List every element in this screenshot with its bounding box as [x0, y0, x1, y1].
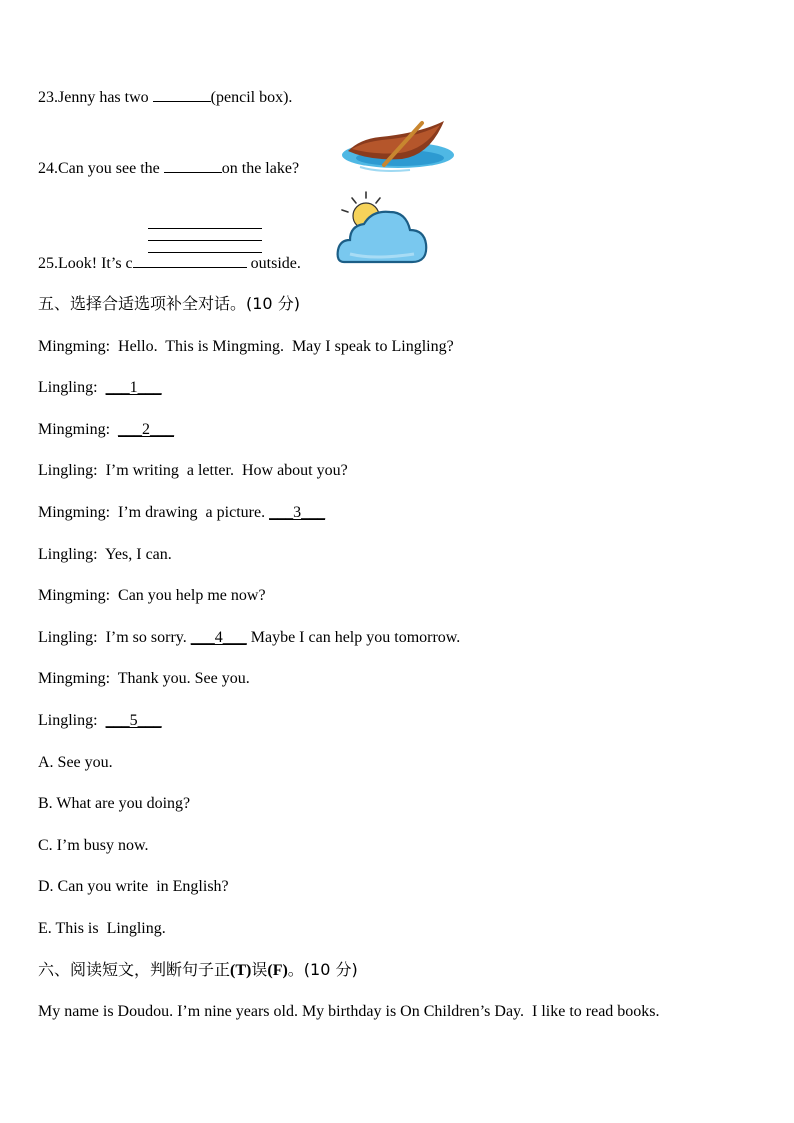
speaker: Mingming: — [38, 338, 111, 355]
question-25 — [38, 253, 301, 274]
reading-passage: My name is Doudou. I’m nine years old. My birthday is On Children’s Day. I like to read books. — [38, 1003, 660, 1020]
section-6-title — [38, 960, 358, 981]
dialogue-line — [38, 337, 454, 357]
option-c: C. I’m busy now. — [38, 837, 149, 854]
speaker: Mingming: — [38, 670, 111, 687]
dialogue-line — [38, 586, 266, 606]
speaker: Lingling: — [38, 712, 98, 729]
false-marker: (F) — [267, 962, 288, 979]
dialogue-text: I’m so sorry. — [105, 629, 191, 646]
question-number: 23. — [38, 89, 58, 106]
answer-blank[interactable]: ___5___ — [105, 712, 162, 729]
answer-blank[interactable] — [164, 158, 222, 173]
question-text-end: on the lake? — [221, 160, 300, 177]
question-text: Jenny has two — [58, 89, 153, 106]
answer-blank[interactable]: ___1___ — [105, 379, 162, 396]
dialogue-line — [38, 461, 348, 481]
answer-blank[interactable]: ___2___ — [118, 421, 175, 438]
dialogue-line — [38, 711, 162, 731]
dialogue-text: Can you help me now? — [118, 587, 266, 604]
dialogue-text: Thank you. See you. — [117, 670, 250, 687]
section-5-title: 五、选择合适选项补全对话。(10 分) — [38, 294, 300, 313]
true-marker: (T) — [230, 962, 252, 979]
dialogue-line — [38, 420, 174, 440]
question-23 — [38, 87, 292, 108]
option-a: A. See you. — [38, 754, 113, 771]
dialogue-line — [38, 545, 172, 565]
speaker: Lingling: — [38, 379, 98, 396]
speaker: Mingming: — [38, 504, 111, 521]
dialogue-text: Hello. This is Mingming. May I speak to Lingling? — [118, 338, 454, 355]
question-hint: (pencil box). — [210, 89, 293, 106]
question-text: Can you see the — [58, 160, 164, 177]
dialogue-line — [38, 503, 325, 523]
option-e: E. This is Lingling. — [38, 920, 166, 937]
question-number: 25. — [38, 255, 58, 272]
cloudy-weather-illustration — [334, 190, 430, 268]
speaker: Lingling: — [38, 462, 98, 479]
dialogue-text: I’m drawing a picture. — [118, 504, 270, 521]
speaker: Lingling: — [38, 546, 98, 563]
title-part: 。(10 分) — [287, 960, 358, 979]
question-text-end: outside. — [246, 255, 301, 272]
answer-blank[interactable]: ___3___ — [269, 504, 326, 521]
dialogue-line — [38, 378, 162, 398]
answer-blank[interactable] — [133, 253, 247, 268]
question-text: Look! It’s c — [58, 255, 133, 272]
boat-illustration — [340, 115, 458, 177]
answer-blank[interactable] — [153, 87, 211, 102]
speaker: Mingming: — [38, 587, 111, 604]
speaker: Lingling: — [38, 629, 98, 646]
speaker: Mingming: — [38, 421, 111, 438]
dialogue-text-end: Maybe I can help you tomorrow. — [246, 629, 461, 646]
option-b: B. What are you doing? — [38, 795, 191, 812]
title-part: 误 — [251, 960, 268, 979]
option-d: D. Can you write in English? — [38, 878, 229, 895]
dialogue-text: I’m writing a letter. How about you? — [105, 462, 348, 479]
dialogue-text: Yes, I can. — [104, 546, 172, 563]
title-part: 六、阅读短文，判断句子正 — [38, 960, 231, 979]
question-24 — [38, 158, 299, 179]
dialogue-line — [38, 628, 460, 648]
answer-blank[interactable]: ___4___ — [190, 629, 247, 646]
dialogue-line — [38, 669, 250, 689]
question-number: 24. — [38, 160, 58, 177]
